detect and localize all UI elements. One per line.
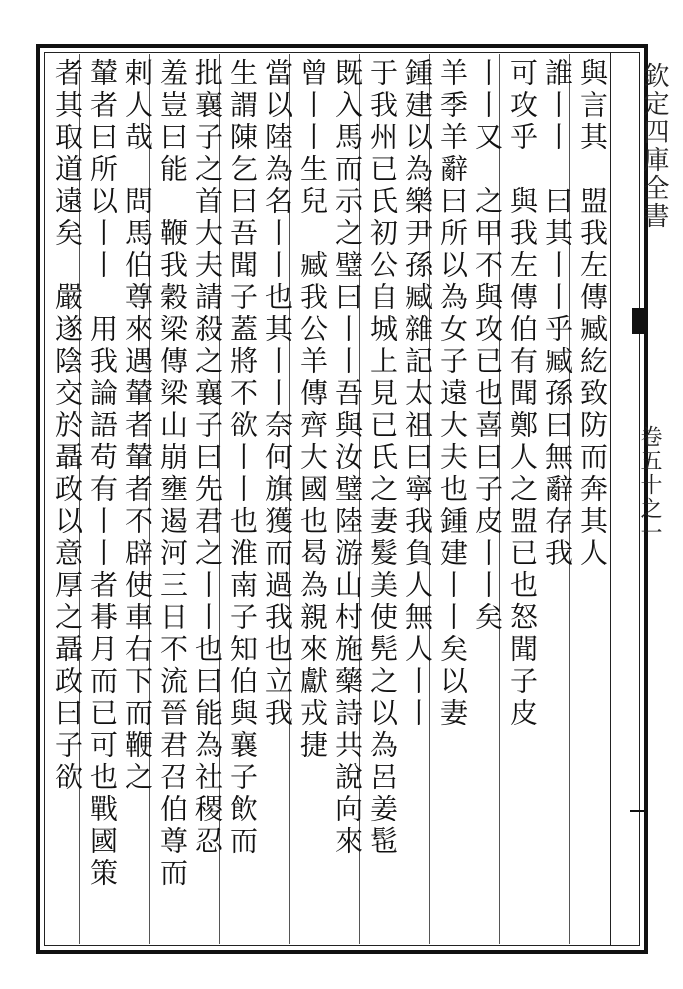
text-column: 曾丨丨生兒 臧我公羊傳齊大國也曷為親來獻戎捷 [296,58,329,762]
text-column: 既入馬而示之璧曰丨丨吾與汝璧陸游山村施藥詩共說向來 [331,58,364,858]
text-column: 當以陸為名丨丨也其丨丨奈何旗獲而過我也立我 [261,58,294,730]
text-column: 剌人哉 問馬伯尊來遇輦者輦者不辟使車右下而鞭之 [121,58,154,794]
text-column: 與言其 盟我左傳臧紇致防而奔其人 [576,58,609,570]
text-column: 于我州已氏初公自城上見已氏之妻髮美使髡之以為呂姜髢 [366,58,399,858]
margin-title: 欽定四庫全書 [639,62,669,230]
text-column: 丨丨又 之甲不與攻已也喜曰子皮丨丨矣 [471,58,504,634]
text-column: 可攻乎 與我左傳伯有聞鄭人之盟已也怒聞子皮 [506,58,539,730]
fish-tail-mark [632,308,648,334]
text-column: 羊季羊辭曰所以為女子遠大夫也鍾建丨丨矣以妻 [436,58,469,730]
text-column: 羞豈曰能 鞭我穀梁傳梁山崩壅遏河三日不流晉君召伯尊而 [156,58,189,890]
text-column: 輦者曰所以丨丨 用我論語苟有丨丨者朞月而已可也戰國策 [86,58,119,890]
margin-rule [630,810,648,812]
margin-juan-label: 卷五十之一 [637,425,662,545]
text-column: 批襄子之首大夫請殺之襄子曰先君之丨丨也曰能為社稷忍 [191,58,224,858]
text-column: 鍾建以為樂尹孫臧雜記太祖曰寧我負人無人丨丨 [401,58,434,730]
text-column: 者其取道遠矣 嚴遂陰交於聶政以意厚之聶政曰子欲 [51,58,84,794]
text-column: 誰丨丨 曰其丨丨乎臧孫曰無辭存我 [541,58,574,570]
text-column: 生謂陳乞曰吾聞子蓋將不欲丨丨也淮南子知伯與襄子飲而 [226,58,259,858]
